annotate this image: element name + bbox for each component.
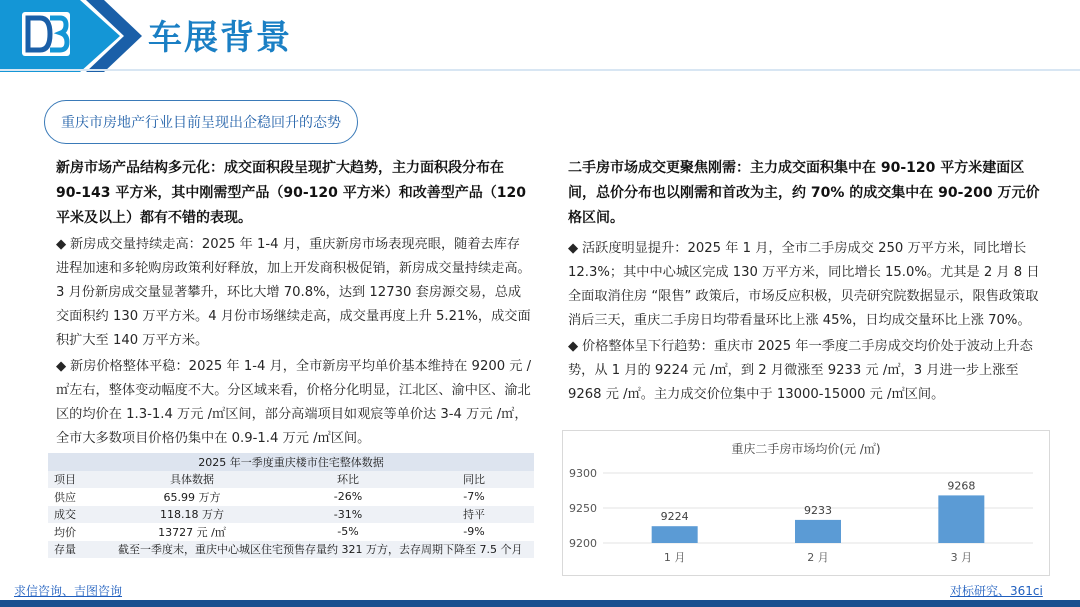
table-header-row bbox=[48, 471, 534, 489]
table-cell: 持平 bbox=[414, 506, 534, 524]
right-bullet-2 bbox=[568, 335, 1046, 407]
footer-bar bbox=[0, 600, 1080, 607]
section-subtitle: 重庆市房地产行业目前呈现出企稳回升的态势 bbox=[44, 100, 358, 144]
left-bullet-1 bbox=[56, 233, 532, 353]
price-chart bbox=[562, 430, 1050, 576]
table-header-cell: 项目 bbox=[48, 471, 102, 489]
right-column bbox=[568, 156, 1046, 407]
data-label: 9233 bbox=[804, 503, 832, 517]
left-lead-text: 新房市场产品结构多元化：成交面积段呈现扩大趋势，主力面积段分布在 90-143 平方米，其中刚需型产品（90-120 平方米）和改善型产品（120 平米及以上）都有不错的表现。 bbox=[56, 160, 527, 226]
table-header-cell: 环比 bbox=[282, 471, 414, 489]
chart-bar bbox=[938, 495, 984, 543]
y-tick-label: 9300 bbox=[569, 467, 597, 480]
chart-bar bbox=[795, 520, 841, 543]
table-row bbox=[48, 541, 534, 559]
page-title: 车展背景 bbox=[148, 18, 292, 58]
table-caption: 2025 年一季度重庆楼市住宅整体数据 bbox=[48, 453, 534, 471]
right-bullet-2-text: 价格整体呈下行趋势：重庆市 2025 年一季度二手房成交均价处于波动上升态势，从 1 月的 9224 元 /㎡，到 2 月微涨至 9233 元 /㎡，3 月进一步上涨至 9268 元 /㎡。主力成交价位集中于 13000-15000 元 /㎡区间。 bbox=[568, 339, 1033, 402]
housing-data-table bbox=[48, 453, 534, 558]
table-cell: -9% bbox=[414, 523, 534, 541]
chart-title: 重庆二手房市场均价(元 /㎡) bbox=[731, 442, 881, 456]
price-chart-svg bbox=[563, 431, 1049, 575]
table-cell: 13727 元 /㎡ bbox=[102, 523, 282, 541]
diamond-bullet-icon: ◆ bbox=[56, 237, 67, 252]
table-cell: 均价 bbox=[48, 523, 102, 541]
table-row bbox=[48, 523, 534, 541]
left-bullet-2-text: 新房价格整体平稳：2025 年 1-4 月，全市新房平均单价基本维持在 9200 元 /㎡左右，整体变动幅度不大。分区域来看，价格分化明显，江北区、渝中区、渝北区的均价在 1.3-1.4 万元 /㎡区间，部分高端项目如观宸等单价达 3-4 万元 /㎡，全市大多数项目价格仍集中在 0.9-1.4 万元 /㎡区间。 bbox=[56, 359, 532, 446]
table-cell: 成交 bbox=[48, 506, 102, 524]
table-cell: -31% bbox=[282, 506, 414, 524]
footer-left-link[interactable]: 求信咨询、吉图咨询 bbox=[14, 584, 123, 598]
table-note-cell: 截至一季度末，重庆中心城区住宅预售存量约 321 万方，去存周期下降至 7.5 个月 bbox=[102, 541, 534, 559]
right-bullet-1 bbox=[568, 237, 1046, 333]
x-tick-label: 2 月 bbox=[807, 551, 829, 564]
diamond-bullet-icon: ◆ bbox=[56, 359, 67, 374]
left-column bbox=[56, 156, 532, 451]
left-bullet-1-text: 新房成交量持续走高：2025 年 1-4 月，重庆新房市场表现亮眼，随着去库存进程加速和多轮购房政策利好释放，加上开发商积极促销，新房成交量持续走高。3 月份新房成交量显著攀升，环比大增 70.8%，达到 12730 套房源交易，总成交面积约 130 万平方米。4 月份市场继续走高，成交量再度上升 5.21%，成交面积扩大至 140 万平方米。 bbox=[56, 237, 531, 348]
table-cell: 存量 bbox=[48, 541, 102, 559]
data-label: 9268 bbox=[947, 479, 976, 493]
footer-right-link[interactable]: 对标研究、361ci bbox=[950, 584, 1043, 598]
table-row bbox=[48, 506, 534, 524]
table-row bbox=[48, 488, 534, 506]
table-cell: 供应 bbox=[48, 488, 102, 506]
data-label: 9224 bbox=[660, 510, 689, 524]
table-cell: -7% bbox=[414, 488, 534, 506]
x-tick-label: 1 月 bbox=[663, 551, 686, 564]
chart-bar bbox=[652, 526, 698, 543]
logo-icon bbox=[20, 8, 72, 60]
right-lead-text: 二手房市场成交更聚焦刚需：主力成交面积集中在 90-120 平方米建面区间，总价分布也以刚需和首改为主，约 70% 的成交集中在 90-200 万元价格区间。 bbox=[568, 160, 1040, 226]
table-cell: -26% bbox=[282, 488, 414, 506]
table-header-cell: 具体数据 bbox=[102, 471, 282, 489]
y-tick-label: 9200 bbox=[569, 537, 597, 550]
table-header-cell: 同比 bbox=[414, 471, 534, 489]
table-cell: -5% bbox=[282, 523, 414, 541]
diamond-bullet-icon: ◆ bbox=[568, 241, 579, 256]
table-cell: 118.18 万方 bbox=[102, 506, 282, 524]
y-tick-label: 9250 bbox=[569, 502, 597, 515]
left-bullet-2 bbox=[56, 355, 532, 451]
x-tick-label: 3 月 bbox=[950, 551, 973, 564]
header-banner bbox=[0, 0, 1080, 72]
table-cell: 65.99 万方 bbox=[102, 488, 282, 506]
right-bullet-1-text: 活跃度明显提升：2025 年 1 月，全市二手房成交 250 万平方米，同比增长 12.3%；其中中心城区完成 130 万平方米，同比增长 15.0%。尤其是 2 月 8 日全面取消住房 “限售” 政策后，市场反应积极，贝壳研究院数据显示，限售政策取消后三天，重庆二手房日均带看量环比上涨 45%，日均成交量环比上涨 70%。 bbox=[568, 241, 1040, 328]
diamond-bullet-icon: ◆ bbox=[568, 339, 579, 354]
